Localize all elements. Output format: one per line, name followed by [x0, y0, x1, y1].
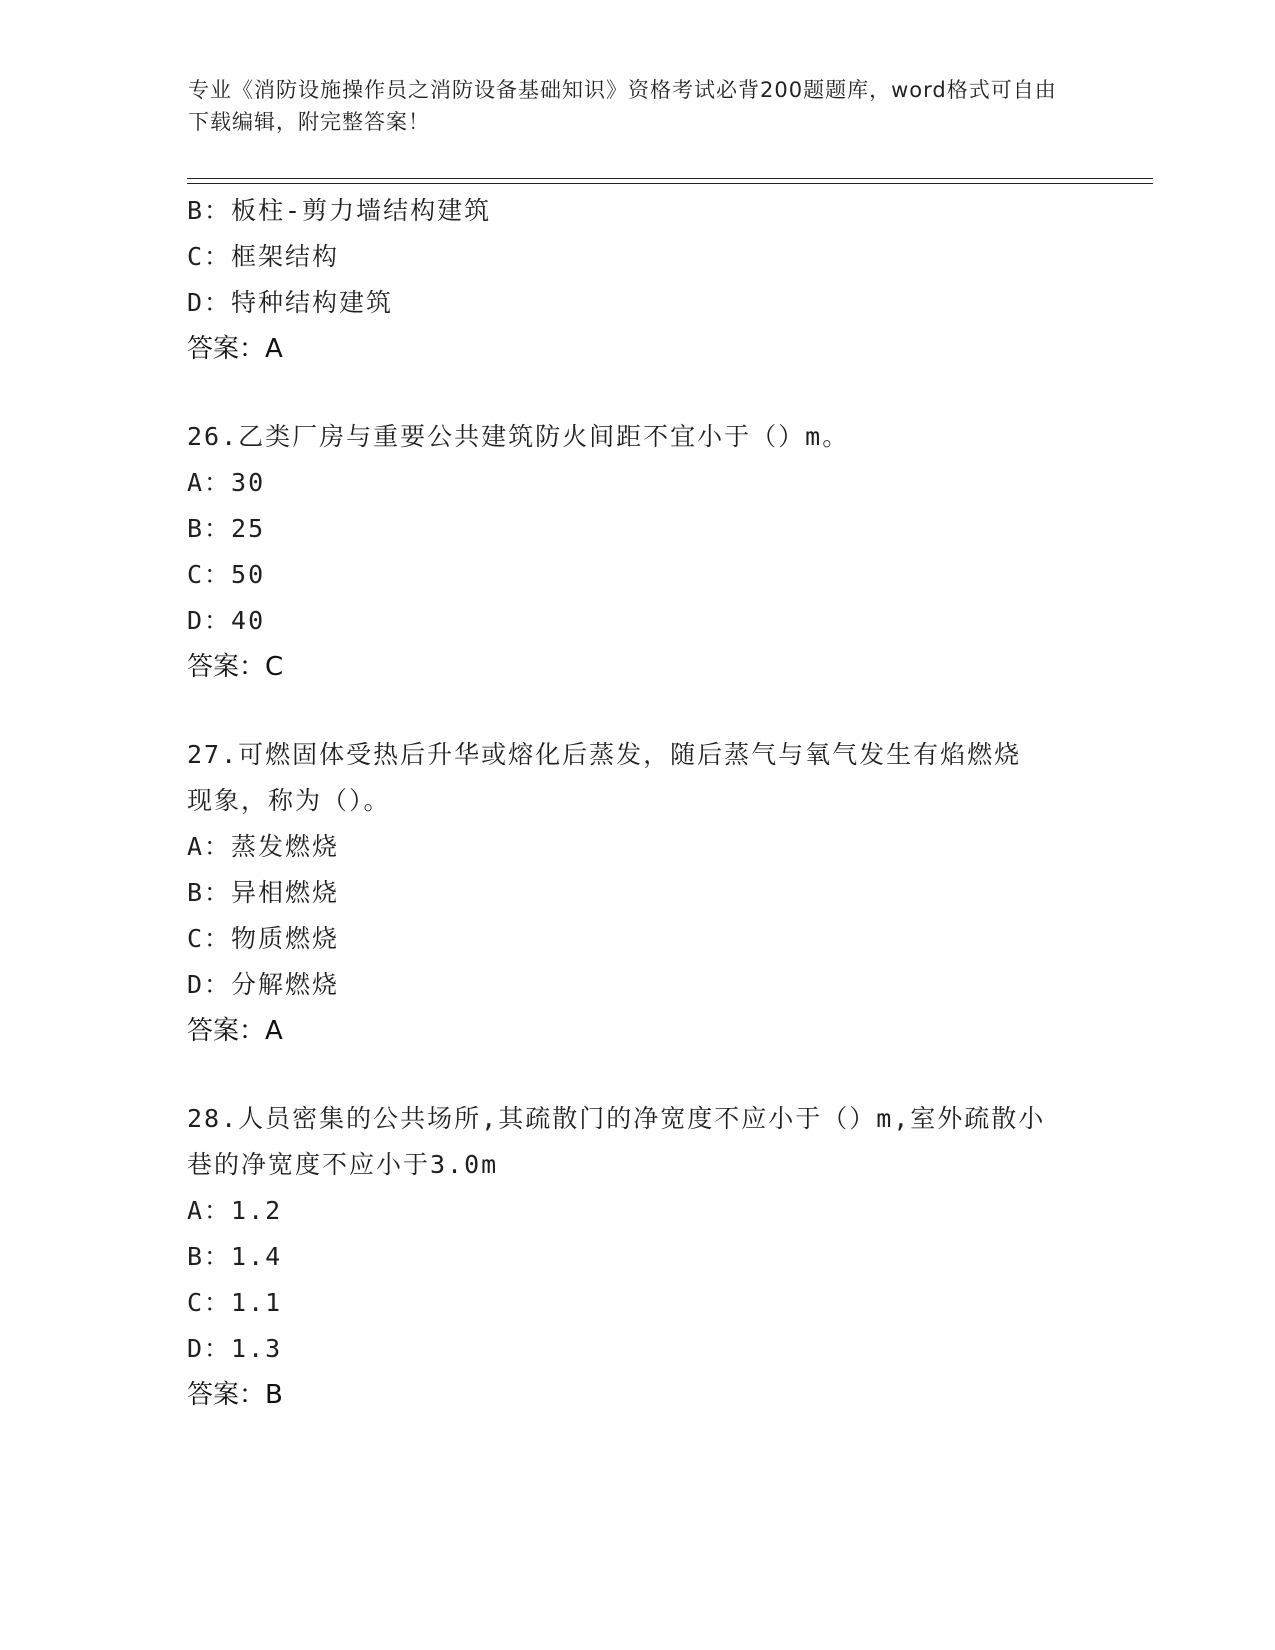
option-a: A：30 [187, 468, 266, 497]
answer-line: 答案：A [187, 334, 283, 364]
answer-line: 答案：A [187, 1016, 283, 1046]
option-d: D：1.3 [187, 1334, 283, 1363]
header-rule-bottom [187, 183, 1153, 184]
question-25-continued [187, 188, 1087, 372]
option-d: D：特种结构建筑 [187, 288, 394, 317]
spacer [187, 1054, 1087, 1096]
option-c: C：1.1 [187, 1288, 283, 1317]
question-text: 26.乙类厂房与重要公共建筑防火间距不宜小于（）m。 [187, 422, 850, 451]
question-text: 28.人员密集的公共场所,其疏散门的净宽度不应小于（）m,室外疏散小巷的净宽度不应小于3.0m [187, 1104, 1046, 1179]
option-b: B：25 [187, 514, 266, 543]
page-header: 专业《消防设施操作员之消防设备基础知识》资格考试必背200题题库，word格式可自由下载编辑，附完整答案！ [188, 78, 1057, 134]
question-text: 27.可燃固体受热后升华或熔化后蒸发，随后蒸气与氧气发生有焰燃烧现象，称为（）。 [187, 740, 1022, 815]
question-26 [187, 414, 1087, 690]
option-b: B：1.4 [187, 1242, 283, 1271]
question-27 [187, 732, 1087, 1054]
option-b: B：异相燃烧 [187, 878, 340, 907]
document-body [187, 188, 1087, 1418]
answer-line: 答案：C [187, 652, 284, 682]
question-28 [187, 1096, 1087, 1418]
option-a: A：1.2 [187, 1196, 283, 1225]
option-c: C：物质燃烧 [187, 924, 340, 953]
spacer [187, 372, 1087, 414]
header-rule-top [187, 178, 1153, 179]
spacer [187, 690, 1087, 732]
option-d: D：分解燃烧 [187, 970, 340, 999]
option-a: A：蒸发燃烧 [187, 832, 340, 861]
answer-line: 答案：B [187, 1380, 283, 1410]
option-d: D：40 [187, 606, 266, 635]
option-b: B：板柱-剪力墙结构建筑 [187, 196, 492, 225]
option-c: C：50 [187, 560, 266, 589]
option-c: C：框架结构 [187, 242, 340, 271]
